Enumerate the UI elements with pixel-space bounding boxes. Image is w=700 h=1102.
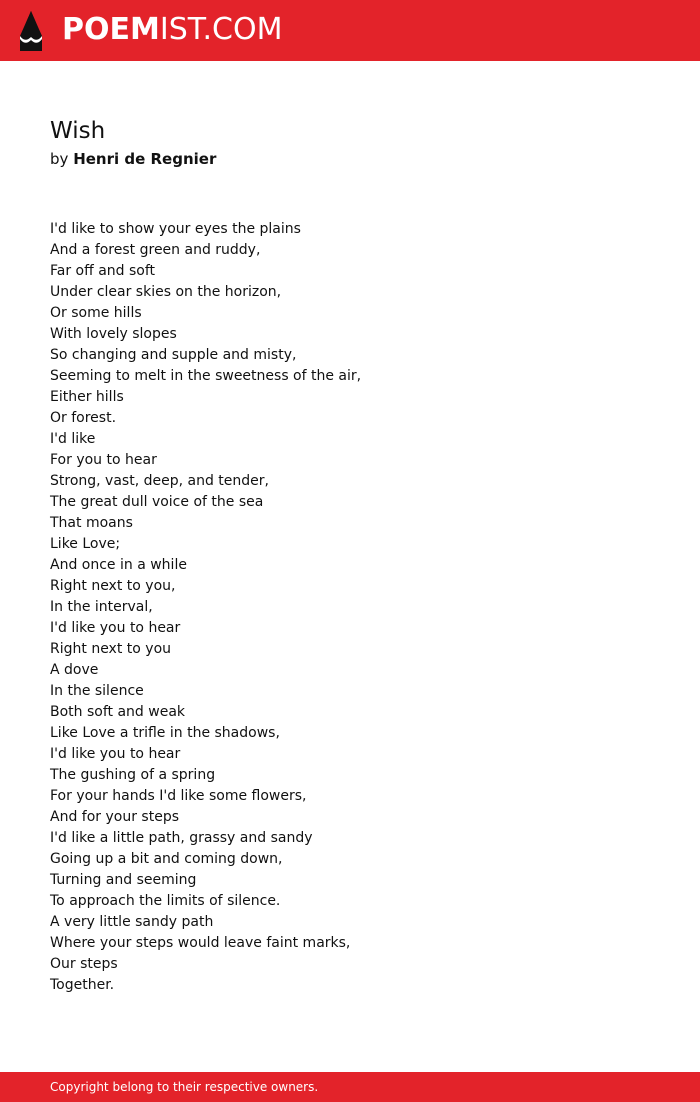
poem-line: And once in a while — [50, 557, 187, 573]
poem-line: I'd like to show your eyes the plains — [50, 221, 301, 237]
poem-line: Like Love a trifle in the shadows, — [50, 725, 280, 741]
poem-line: So changing and supple and misty, — [50, 347, 297, 363]
poem-line: Seeming to melt in the sweetness of the air, — [50, 368, 362, 384]
poem-line: Under clear skies on the horizon, — [50, 284, 282, 300]
poem-body — [50, 219, 361, 996]
site-logo[interactable] — [62, 12, 282, 48]
poem-line: Or some hills — [50, 305, 142, 321]
poem-line: Both soft and weak — [50, 704, 186, 720]
copyright-text: Copyright belong to their respective owners. — [50, 1080, 319, 1094]
by-label: by — [50, 150, 69, 168]
poem-line: In the silence — [50, 683, 144, 699]
logo-text-light: IST.COM — [159, 12, 283, 47]
poem-line: Right next to you — [50, 641, 172, 657]
poem-line: Going up a bit and coming down, — [50, 851, 283, 867]
poem-line: Turning and seeming — [50, 872, 197, 888]
pencil-icon[interactable] — [18, 10, 44, 52]
poem-line: A very little sandy path — [50, 914, 214, 930]
poem-line: The great dull voice of the sea — [50, 494, 264, 510]
poem-line: Far off and soft — [50, 263, 156, 279]
poem-line: And a forest green and ruddy, — [50, 242, 261, 258]
poem-line: Our steps — [50, 956, 118, 972]
poem-byline — [50, 149, 216, 169]
site-footer — [0, 1072, 700, 1102]
poem-line: Either hills — [50, 389, 124, 405]
poem-line: Where your steps would leave faint marks, — [50, 935, 351, 951]
poem-line: Right next to you, — [50, 578, 176, 594]
poem-line: Or forest. — [50, 410, 117, 426]
poem-line: For your hands I'd like some flowers, — [50, 788, 307, 804]
poem-line: Like Love; — [50, 536, 121, 552]
poem-line: I'd like — [50, 431, 96, 447]
poem-line: A dove — [50, 662, 99, 678]
poem-line: I'd like a little path, grassy and sandy — [50, 830, 313, 846]
poem-line: The gushing of a spring — [50, 767, 216, 783]
poem-line: That moans — [50, 515, 133, 531]
site-header — [0, 0, 700, 61]
poem-line: I'd like you to hear — [50, 746, 181, 762]
poem-author: Henri de Regnier — [73, 150, 217, 168]
poem-line: Together. — [50, 977, 115, 993]
poem-line: In the interval, — [50, 599, 153, 615]
poem-line: I'd like you to hear — [50, 620, 181, 636]
poem-line: To approach the limits of silence. — [50, 893, 281, 909]
logo-text-bold: POEM — [62, 12, 160, 47]
poem-line: And for your steps — [50, 809, 179, 825]
poem-line: With lovely slopes — [50, 326, 177, 342]
poem-line: For you to hear — [50, 452, 157, 468]
poem-title: Wish — [50, 118, 106, 144]
poem-line: Strong, vast, deep, and tender, — [50, 473, 269, 489]
